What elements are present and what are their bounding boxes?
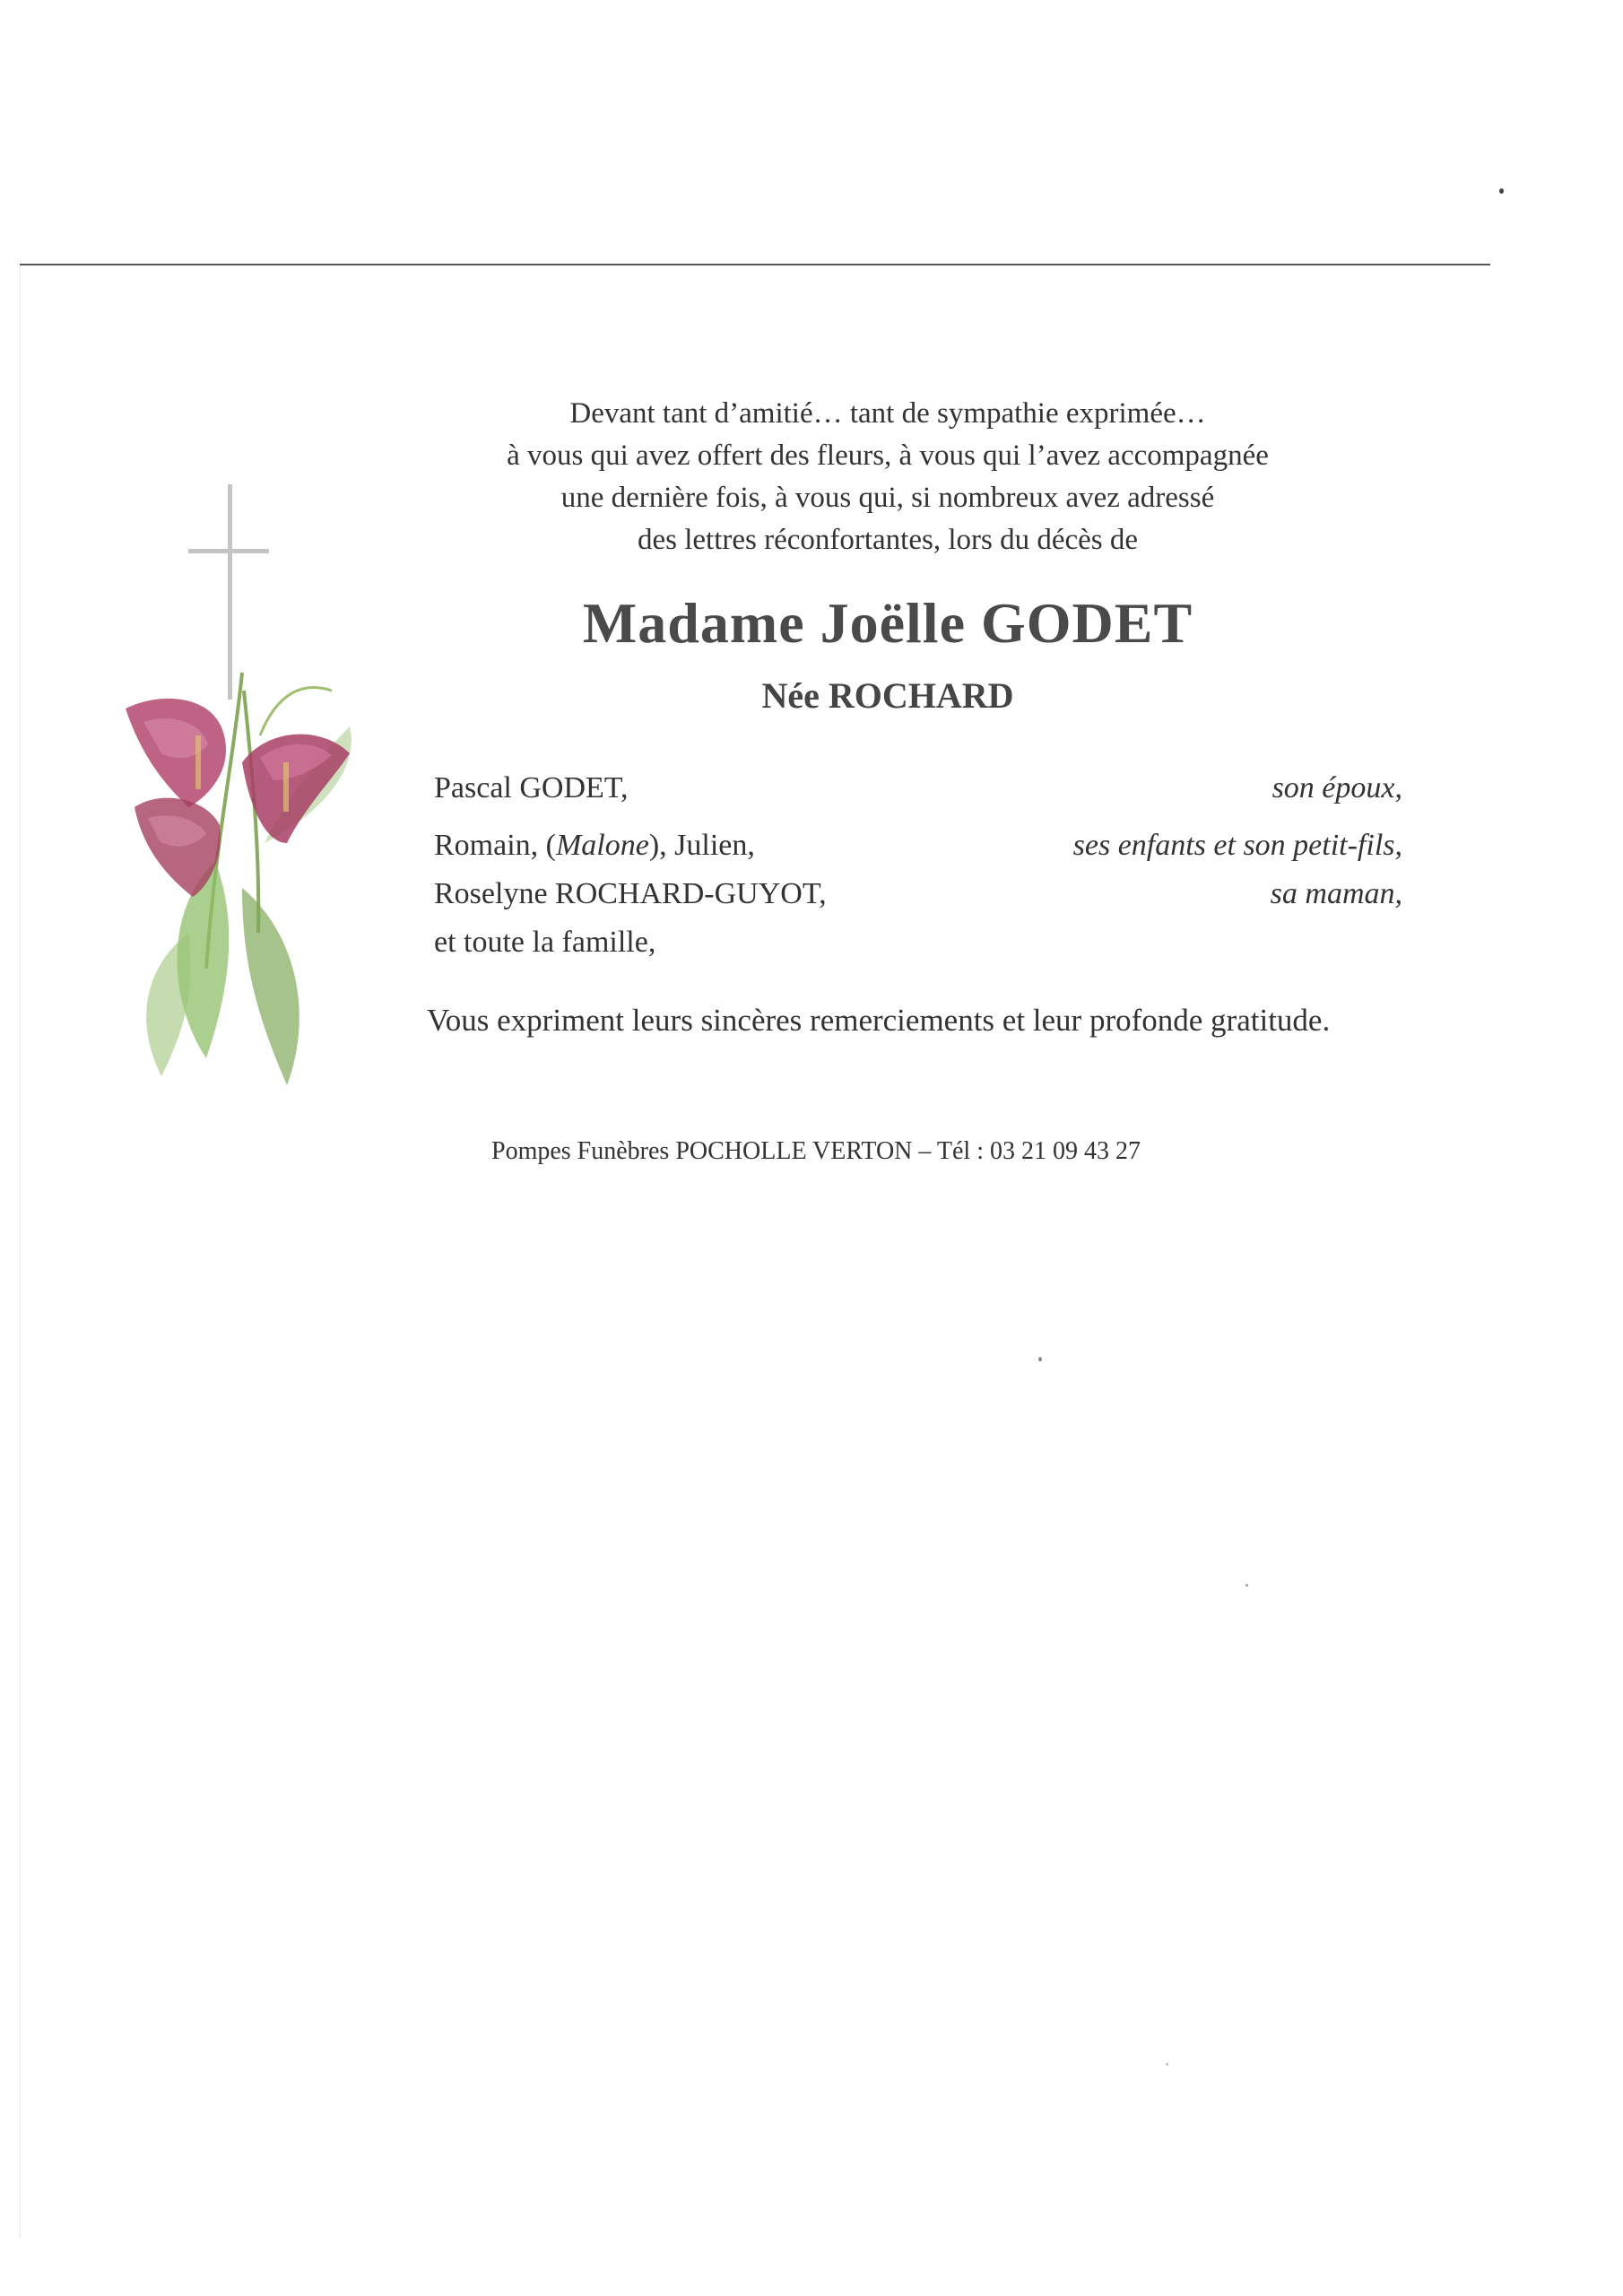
scan-speck: [1245, 1584, 1248, 1587]
family-relation: son époux,: [1271, 771, 1402, 804]
intro-line: une dernière fois, à vous qui, si nombreux avez adressé: [560, 482, 1215, 514]
scan-speck: [1038, 1357, 1042, 1361]
family-relation: sa maman,: [1270, 877, 1402, 910]
family-member-name: Romain, (Malone), Julien,: [434, 829, 755, 862]
grandchild-name: Malone: [555, 829, 649, 862]
family-relation: ses enfants et son petit-fils,: [1072, 829, 1402, 862]
family-row: [434, 926, 1402, 972]
calla-lily-icon: [108, 466, 395, 1112]
maiden-name: Née ROCHARD: [761, 675, 1014, 716]
family-member-name: et toute la famille,: [434, 926, 656, 959]
page-edge: [20, 265, 21, 2239]
family-member-name: Pascal GODET,: [434, 771, 629, 804]
top-rule: [20, 264, 1490, 265]
thanks-message: Vous expriment leurs sincères remerciements et leur profonde gratitude.: [427, 1003, 1331, 1038]
intro-line: Devant tant d’amitié… tant de sympathie exprimée…: [569, 397, 1206, 430]
family-list: [434, 771, 1402, 974]
intro-text: [359, 393, 1417, 561]
scan-speck: [1499, 188, 1504, 194]
cross-icon: [188, 484, 269, 700]
scan-speck: [1166, 2063, 1168, 2066]
funeral-home-footer: Pompes Funèbres POCHOLLE VERTON – Tél : 03 21 09 43 27: [491, 1137, 1141, 1165]
family-row: [434, 877, 1402, 924]
family-row: [434, 771, 1402, 818]
deceased-name: Madame Joëlle GODET: [582, 591, 1193, 655]
intro-line: à vous qui avez offert des fleurs, à vous qui l’avez accompagnée: [507, 439, 1269, 472]
family-row: [434, 829, 1402, 875]
family-member-name: Roselyne ROCHARD-GUYOT,: [434, 877, 827, 910]
calla-lily-illustration: [108, 466, 395, 1112]
intro-line: des lettres réconfortantes, lors du décès de: [637, 524, 1139, 556]
